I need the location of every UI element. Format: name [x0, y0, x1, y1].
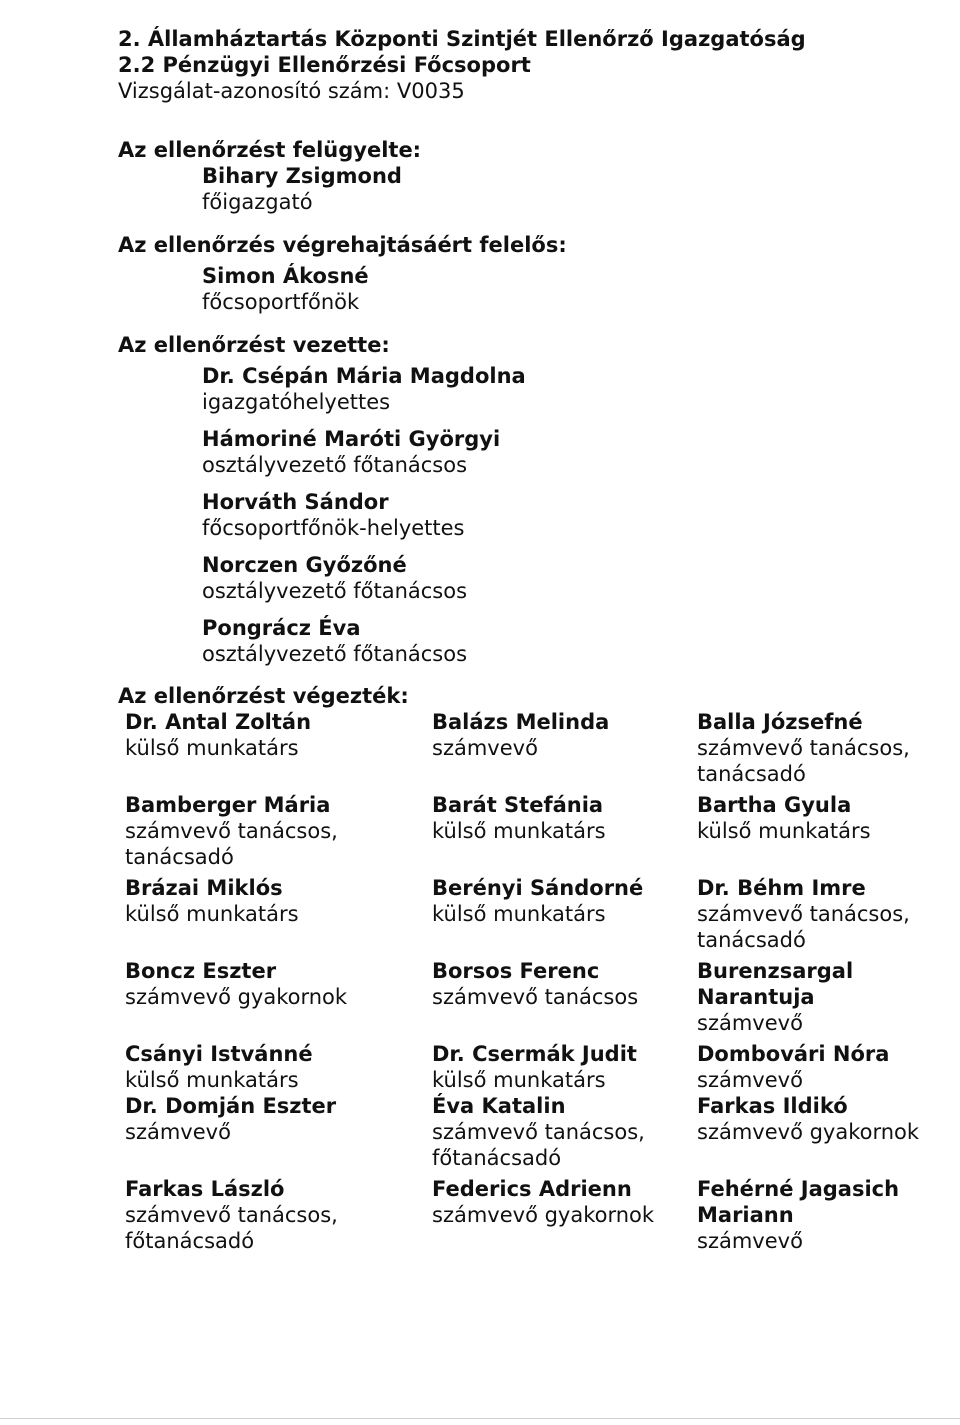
- staff-entry: [697, 875, 927, 953]
- document-page: [118, 26, 928, 1254]
- staff-entry: [697, 958, 927, 1036]
- leader-role: főcsoportfőnök-helyettes: [202, 516, 465, 540]
- staff-entry: [432, 792, 697, 870]
- leader-entry: [202, 363, 928, 415]
- supervisor-role: főigazgató: [202, 190, 313, 214]
- leader-entry: [202, 552, 928, 604]
- staff-role: külső munkatárs: [125, 736, 299, 760]
- staff-role: számvevő: [125, 1120, 231, 1144]
- staff-role: külső munkatárs: [125, 1068, 299, 1092]
- supervisor-name: Bihary Zsigmond: [202, 164, 402, 188]
- responsible-section: [118, 232, 928, 315]
- staff-name: Farkas Ildikó: [697, 1094, 848, 1118]
- leader-entry: [202, 426, 928, 478]
- staff-entry: [697, 1176, 927, 1254]
- supervised-section: [118, 137, 928, 215]
- staff-entry: [125, 792, 432, 870]
- staff-name: Boncz Eszter: [125, 959, 277, 983]
- staff-role: számvevő tanácsos, tanácsadó: [697, 736, 910, 786]
- staff-name: Bamberger Mária: [125, 793, 331, 817]
- staff-name: Éva Katalin: [432, 1094, 566, 1118]
- staff-role: számvevő: [697, 1229, 803, 1253]
- performed-label: Az ellenőrzést végezték:: [118, 684, 409, 708]
- staff-role: külső munkatárs: [432, 819, 606, 843]
- leader-name: Pongrácz Éva: [202, 616, 361, 640]
- staff-name: Balázs Melinda: [432, 710, 610, 734]
- staff-name: Barát Stefánia: [432, 793, 604, 817]
- leader-name: Dr. Csépán Mária Magdolna: [202, 364, 526, 388]
- staff-role: külső munkatárs: [432, 1068, 606, 1092]
- staff-entry: [125, 1176, 432, 1254]
- staff-grid: [125, 709, 928, 1254]
- staff-entry: [697, 792, 927, 870]
- staff-name: Balla Józsefné: [697, 710, 863, 734]
- staff-role: számvevő: [432, 736, 538, 760]
- responsible-label: Az ellenőrzés végrehajtásáért felelős:: [118, 233, 567, 257]
- responsible-role: főcsoportfőnök: [202, 290, 360, 314]
- staff-entry: [432, 709, 697, 787]
- staff-name: Dr. Csermák Judit: [432, 1042, 637, 1066]
- leader-name: Horváth Sándor: [202, 490, 389, 514]
- staff-entry: [125, 1041, 432, 1093]
- leader-role: osztályvezető főtanácsos: [202, 642, 468, 666]
- staff-role: külső munkatárs: [432, 902, 606, 926]
- led-label: Az ellenőrzést vezette:: [118, 333, 390, 357]
- staff-name: Fehérné Jagasich Mariann: [697, 1177, 900, 1227]
- staff-role: számvevő: [697, 1011, 803, 1035]
- staff-role: számvevő gyakornok: [432, 1203, 655, 1227]
- leader-entry: [202, 615, 928, 667]
- responsible-name: Simon Ákosné: [202, 264, 369, 288]
- leader-role: osztályvezető főtanácsos: [202, 579, 468, 603]
- staff-name: Dr. Antal Zoltán: [125, 710, 312, 734]
- leader-name: Norczen Győzőné: [202, 553, 407, 577]
- leader-entry: [202, 489, 928, 541]
- staff-entry: [697, 709, 927, 787]
- audit-id: Vizsgálat-azonosító szám: V0035: [118, 79, 465, 103]
- staff-role: számvevő tanácsos: [432, 985, 639, 1009]
- staff-name: Farkas László: [125, 1177, 285, 1201]
- staff-role: számvevő: [697, 1068, 803, 1092]
- staff-name: Berényi Sándorné: [432, 876, 644, 900]
- staff-entry: [432, 958, 697, 1036]
- org-department: 2.2 Pénzügyi Ellenőrzési Főcsoport: [118, 53, 531, 77]
- staff-role: számvevő tanácsos, főtanácsadó: [125, 1203, 338, 1253]
- org-directorate: 2. Államháztartás Központi Szintjét Ellenőrző Igazgatóság: [118, 27, 806, 51]
- staff-name: Bartha Gyula: [697, 793, 852, 817]
- staff-name: Dombovári Nóra: [697, 1042, 890, 1066]
- staff-name: Burenzsargal Narantuja: [697, 959, 854, 1009]
- staff-entry: [432, 1041, 697, 1093]
- staff-entry: [125, 709, 432, 787]
- staff-role: számvevő tanácsos, tanácsadó: [697, 902, 910, 952]
- leader-role: osztályvezető főtanácsos: [202, 453, 468, 477]
- staff-name: Csányi Istvánné: [125, 1042, 313, 1066]
- staff-entry: [125, 958, 432, 1036]
- staff-entry: [697, 1093, 927, 1171]
- staff-name: Dr. Domján Eszter: [125, 1094, 337, 1118]
- staff-entry: [697, 1041, 927, 1093]
- staff-role: számvevő gyakornok: [697, 1120, 920, 1144]
- leader-name: Hámoriné Maróti Györgyi: [202, 427, 501, 451]
- staff-name: Brázai Miklós: [125, 876, 283, 900]
- supervised-label: Az ellenőrzést felügyelte:: [118, 138, 422, 162]
- bottom-rule: [0, 1418, 960, 1419]
- staff-role: külső munkatárs: [125, 902, 299, 926]
- leader-role: igazgatóhelyettes: [202, 390, 391, 414]
- staff-entry: [125, 1093, 432, 1171]
- performed-section: [118, 683, 928, 1254]
- staff-role: számvevő tanácsos, főtanácsadó: [432, 1120, 645, 1170]
- staff-entry: [432, 1176, 697, 1254]
- staff-name: Federics Adrienn: [432, 1177, 632, 1201]
- staff-entry: [432, 1093, 697, 1171]
- staff-role: külső munkatárs: [697, 819, 871, 843]
- staff-role: számvevő tanácsos, tanácsadó: [125, 819, 338, 869]
- staff-role: számvevő gyakornok: [125, 985, 348, 1009]
- led-section: [118, 332, 928, 667]
- staff-name: Dr. Béhm Imre: [697, 876, 866, 900]
- staff-name: Borsos Ferenc: [432, 959, 600, 983]
- staff-entry: [125, 875, 432, 953]
- staff-entry: [432, 875, 697, 953]
